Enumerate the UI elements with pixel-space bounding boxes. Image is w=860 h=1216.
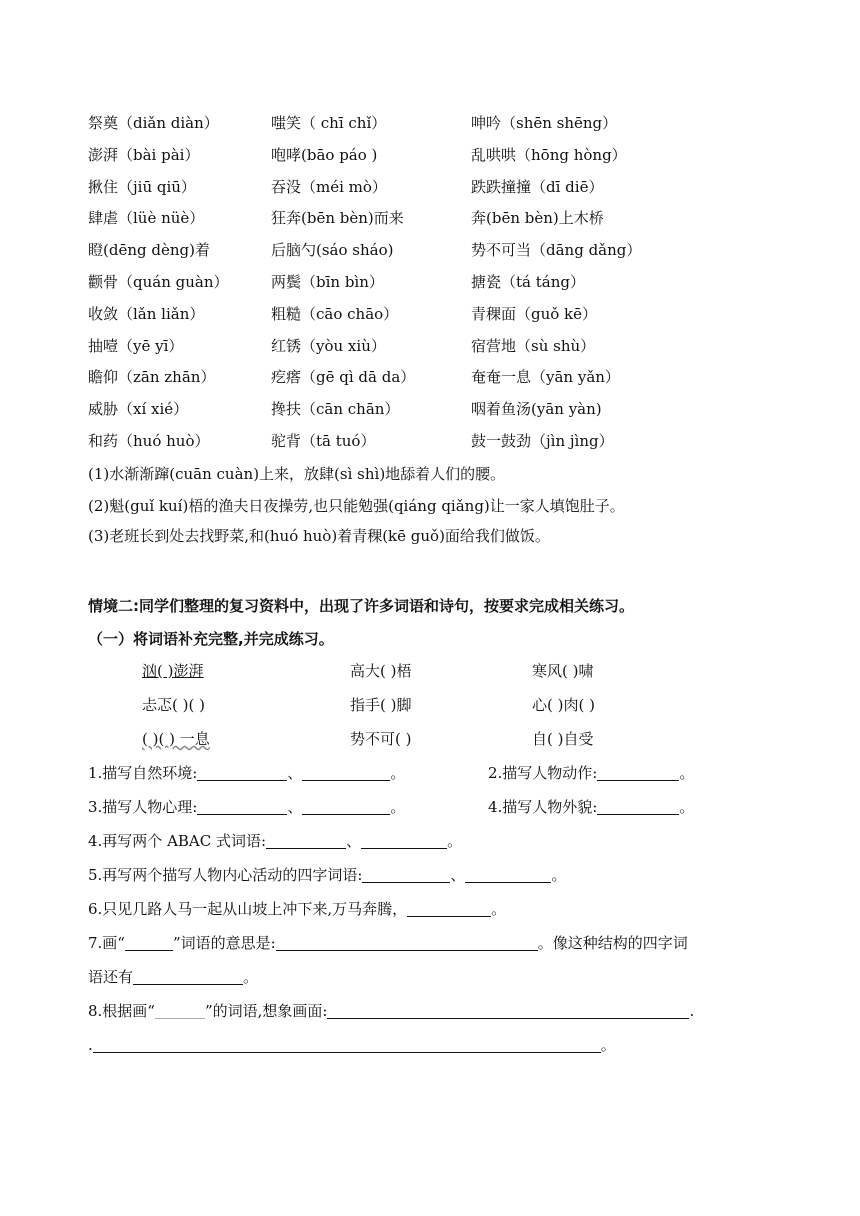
vocab-item: 吞没（méi mò）: [271, 177, 387, 196]
vocab-item: 咽着鱼汤(yān yàn): [471, 400, 602, 419]
answer-blank[interactable]: [155, 1003, 205, 1019]
word-fill-item: 势不可( ): [350, 730, 412, 748]
question-label: 6.只见几路人马一起从山坡上冲下来,万马奔腾，: [88, 900, 408, 918]
vocab-item: 和药（huó huò）: [88, 431, 210, 450]
vocab-item: 势不可当（dāng dǎng）: [471, 241, 642, 260]
vocab-item: 奔(bēn bèn)上木桥: [471, 209, 604, 228]
word-fill-item: 自( )自受: [532, 730, 594, 748]
punct: 。: [243, 968, 259, 986]
vocab-item: 咆哮(bāo páo ): [271, 145, 378, 164]
separator: 、: [346, 832, 362, 850]
question-label: 语还有: [88, 968, 134, 986]
word-fill-item: 汹( )澎湃: [142, 662, 204, 680]
sentence-3: (3)老班长到处去找野菜,和(huó huò)着青稞(kē guǒ)面给我们做饭。: [88, 527, 550, 545]
sentence-2: (2)魁(guǐ kuí)梧的渔夫日夜操劳,也只能勉强(qiáng qiǎng)让一家人填饱肚子。: [88, 497, 625, 515]
vocab-item: 呻吟（shēn shēng）: [471, 114, 618, 132]
question-1: [88, 762, 405, 783]
sentence-1: (1)水渐渐蹿(cuān cuàn)上来，放肆(sì shì)地舔着人们的腰。: [88, 465, 506, 483]
vocab-item: 奄奄一息（yān yǎn）: [471, 368, 620, 387]
answer-blank[interactable]: [93, 1037, 601, 1053]
punct: 。: [600, 1036, 616, 1054]
answer-blank[interactable]: [407, 901, 491, 917]
separator: 、: [287, 798, 303, 816]
answer-blank[interactable]: [266, 833, 346, 849]
punct: .: [88, 1036, 93, 1054]
answer-blank[interactable]: [597, 765, 679, 781]
question-4a: [488, 796, 694, 817]
vocab-item: 狂奔(bēn bèn)而来: [271, 209, 404, 228]
vocab-item: 跌跌撞撞（dī diē）: [471, 177, 604, 196]
question-5: [88, 864, 566, 885]
vocab-item: 搀扶（cān chān）: [271, 400, 400, 419]
separator: 、: [450, 866, 466, 884]
section-heading: 情境二:同学们整理的复习资料中，出现了许多词语和诗句，按要求完成相关练习。: [88, 597, 635, 615]
punct: .: [689, 1002, 695, 1020]
vocab-item: 瞻仰（zān zhān）: [88, 368, 216, 387]
punct: 。: [679, 798, 695, 816]
vocab-item: 粗糙（cāo chāo）: [271, 304, 399, 323]
question-label: 。像这种结构的四字词: [537, 934, 688, 952]
vocab-item: 颧骨（quán guàn）: [88, 272, 229, 291]
separator: 、: [287, 764, 303, 782]
vocab-item: 搪瓷（tá táng）: [471, 272, 585, 291]
vocab-item: 澎湃（bài pài）: [88, 145, 200, 164]
question-7: [88, 932, 688, 953]
vocab-item: 红锈（yòu xiù）: [271, 336, 386, 355]
punct: 。: [679, 764, 695, 782]
answer-blank[interactable]: [465, 867, 551, 883]
question-8-line2: [88, 1034, 616, 1055]
question-label: 4.再写两个 ABAC 式词语:: [88, 832, 267, 850]
vocab-item: 宿营地（sù shù）: [471, 336, 596, 355]
question-label: 2.描写人物动作:: [488, 764, 598, 782]
answer-blank[interactable]: [302, 765, 390, 781]
vocab-item: 乱哄哄（hōng hòng）: [471, 145, 627, 164]
vocab-item: 祭奠（diǎn diàn）: [88, 114, 219, 132]
answer-blank[interactable]: [327, 1003, 689, 1019]
punct: 。: [551, 866, 567, 884]
vocab-item: 两鬓（bīn bìn）: [271, 272, 384, 291]
vocab-item: 抽噎（yē yī）: [88, 336, 184, 355]
vocab-item: 收敛（lǎn liǎn）: [88, 304, 205, 323]
question-label: 4.描写人物外貌:: [488, 798, 598, 816]
word-fill-item: ( )( ) 一息: [142, 730, 210, 748]
punct: 。: [390, 764, 406, 782]
answer-blank[interactable]: [597, 799, 679, 815]
word-fill-item: 指手( )脚: [350, 696, 412, 714]
question-label: 8.根据画“: [88, 1002, 155, 1020]
question-4b: [88, 830, 462, 851]
vocab-item: 肆虐（lüè nüè）: [88, 209, 205, 228]
question-6: [88, 898, 506, 919]
question-label: ”的词语,想象画面:: [204, 1002, 328, 1020]
vocab-item: 驼背（tā tuó）: [271, 431, 376, 450]
question-label: 7.画“: [88, 934, 125, 952]
punct: 。: [447, 832, 463, 850]
vocab-item: 青稞面（guǒ kē）: [471, 304, 598, 323]
vocab-item: 疙瘩（gē qì dā da）: [271, 368, 416, 387]
word-fill-item: 忐忑( )( ): [142, 696, 205, 714]
word-fill-item: 心( )肉( ): [532, 696, 595, 714]
answer-blank[interactable]: [276, 935, 538, 951]
answer-blank[interactable]: [361, 833, 447, 849]
answer-blank[interactable]: [362, 867, 450, 883]
vocab-item: 鼓一鼓劲（jìn jìng）: [471, 431, 614, 450]
section-subheading: （一）将词语补充完整,并完成练习。: [88, 630, 334, 648]
question-label: 1.描写自然环境:: [88, 764, 198, 782]
question-3: [88, 796, 405, 817]
question-label: 3.描写人物心理:: [88, 798, 198, 816]
answer-blank[interactable]: [125, 935, 173, 951]
question-label: ”词语的意思是:: [172, 934, 276, 952]
answer-blank[interactable]: [197, 799, 287, 815]
question-2: [488, 762, 694, 783]
question-label: 5.再写两个描写人物内心活动的四字词语:: [88, 866, 363, 884]
question-8: [88, 1000, 694, 1021]
vocab-item: 瞪(dēng dèng)着: [88, 241, 210, 260]
punct: 。: [390, 798, 406, 816]
word-fill-item: 寒风( )啸: [532, 662, 594, 680]
vocab-item: 嗤笑（ chī chǐ）: [271, 114, 387, 132]
vocab-item: 后脑勺(sáo sháo): [271, 241, 394, 260]
vocab-item: 揪住（jiū qiū）: [88, 177, 196, 196]
vocab-item: 威胁（xí xié）: [88, 400, 189, 419]
answer-blank[interactable]: [302, 799, 390, 815]
punct: 。: [491, 900, 507, 918]
answer-blank[interactable]: [197, 765, 287, 781]
question-7-line2: [88, 966, 258, 987]
word-fill-item: 高大( )梧: [350, 662, 412, 680]
answer-blank[interactable]: [133, 969, 243, 985]
